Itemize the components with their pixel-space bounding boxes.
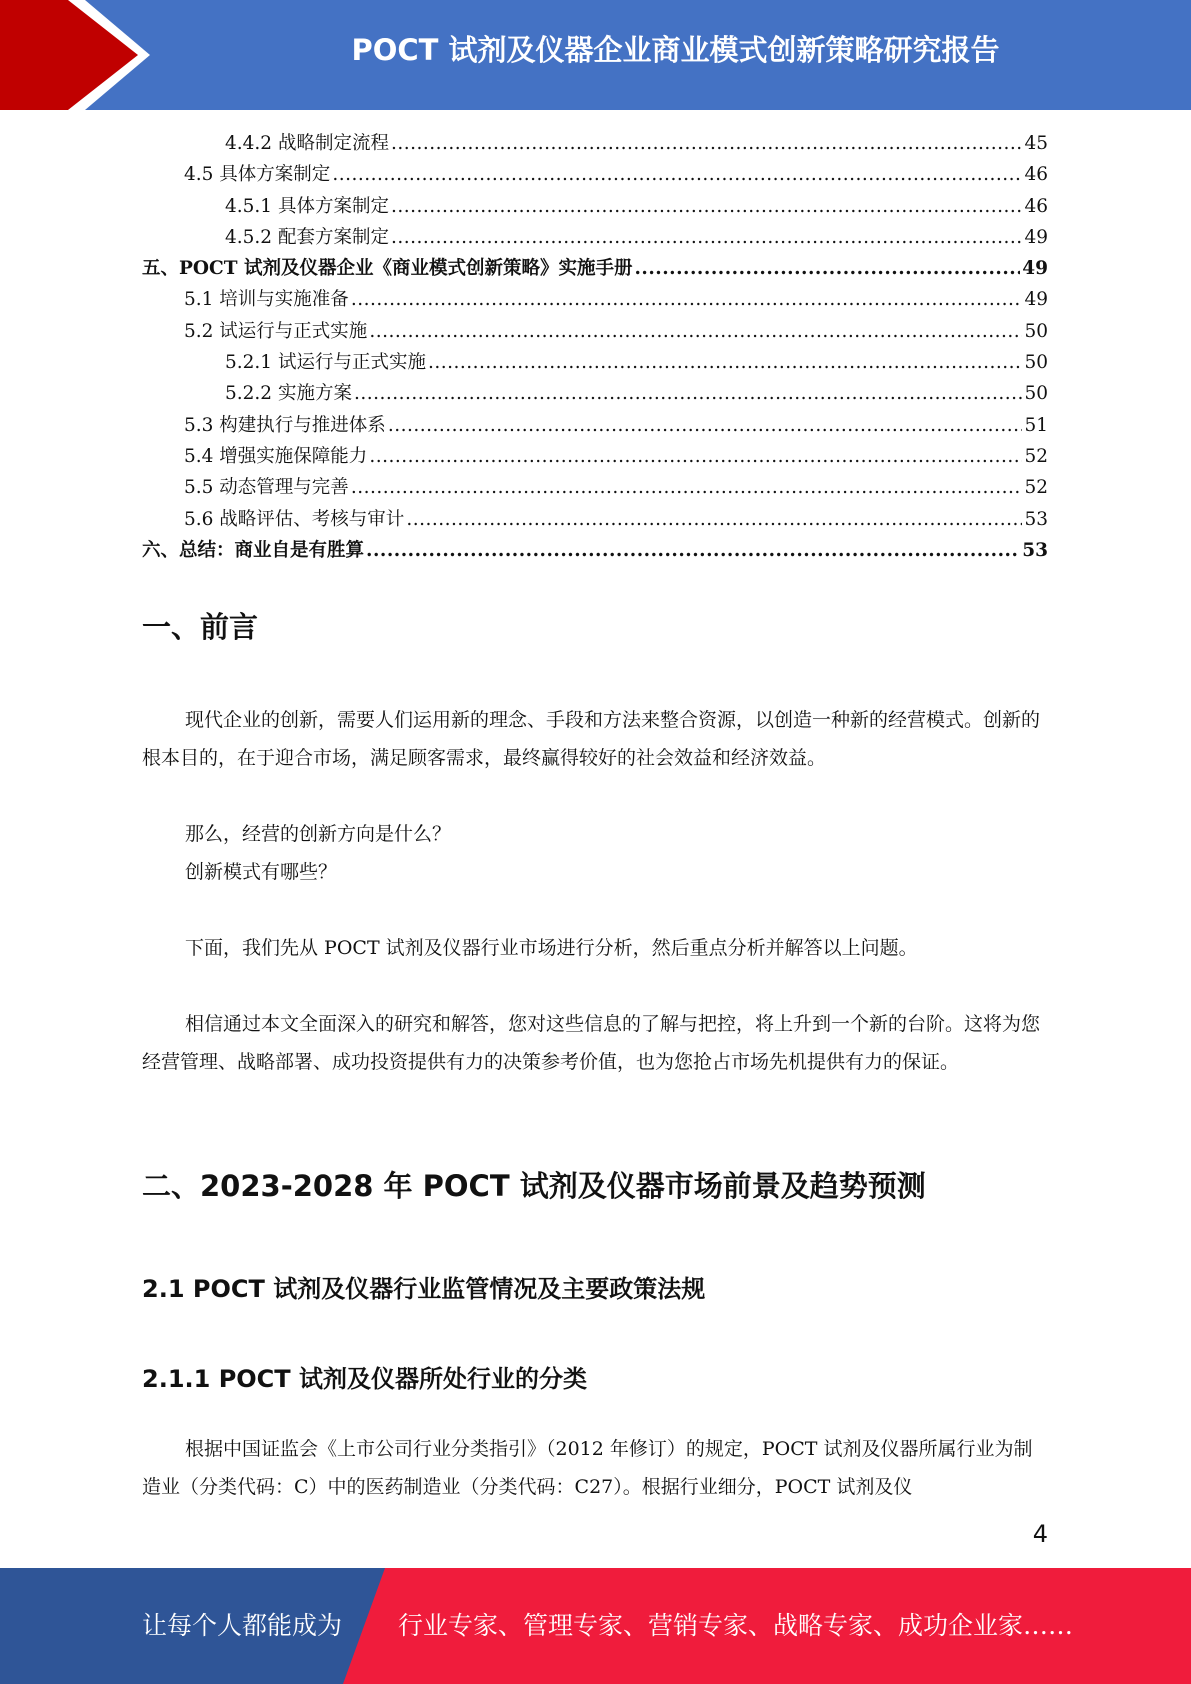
toc-entry-page: 46 bbox=[1024, 195, 1048, 217]
toc-leader-dots bbox=[634, 258, 1020, 279]
toc-entry-title: 五、POCT 试剂及仪器企业《商业模式创新策略》实施手册 bbox=[142, 258, 633, 280]
toc-entry-title: 5.2.2 实施方案 bbox=[225, 383, 352, 405]
toc-entry-title: 5.2 试运行与正式实施 bbox=[184, 320, 368, 342]
subsubsection-heading: 2.1.1 POCT 试剂及仪器所处行业的分类 bbox=[142, 1365, 588, 1393]
toc-leader-dots bbox=[406, 509, 1022, 530]
toc-entry[interactable] bbox=[142, 473, 1048, 504]
toc-entry-page: 53 bbox=[1022, 539, 1048, 561]
toc-entry-page: 49 bbox=[1024, 226, 1048, 248]
toc-entry[interactable] bbox=[142, 348, 1048, 379]
header-title: POCT 试剂及仪器企业商业模式创新策略研究报告 bbox=[351, 33, 1000, 67]
toc-leader-dots bbox=[332, 164, 1022, 185]
paragraph: 下面，我们先从 POCT 试剂及仪器行业市场进行分析，然后重点分析并解答以上问题。 bbox=[185, 937, 918, 959]
toc-entry[interactable] bbox=[142, 192, 1048, 223]
toc-entry[interactable] bbox=[142, 442, 1048, 473]
paragraph: 现代企业的创新，需要人们运用新的理念、手段和方法来整合资源，以创造一种新的经营模式。创新的根本目的，在于迎合市场，满足顾客需求，最终赢得较好的社会效益和经济效益。 bbox=[142, 709, 1041, 769]
toc-entry-page: 46 bbox=[1024, 164, 1048, 186]
toc-entry-page: 49 bbox=[1022, 258, 1048, 280]
toc-entry-title: 4.4.2 战略制定流程 bbox=[225, 133, 389, 154]
footer-slogan-left: 让每个人都能成为 bbox=[142, 1611, 343, 1640]
toc-entry-page: 49 bbox=[1024, 289, 1048, 311]
toc-entry-title: 5.1 培训与实施准备 bbox=[184, 289, 349, 311]
toc-entry[interactable] bbox=[142, 317, 1048, 348]
page-number: 4 bbox=[1032, 1520, 1048, 1548]
question-line: 创新模式有哪些？ bbox=[185, 861, 338, 883]
toc-entry[interactable] bbox=[142, 160, 1048, 191]
table-of-contents bbox=[142, 129, 1048, 567]
toc-entry-title: 六、总结：商业自是有胜算 bbox=[142, 539, 365, 561]
toc-leader-dots bbox=[388, 415, 1023, 436]
subsection-heading: 2.1 POCT 试剂及仪器行业监管情况及主要政策法规 bbox=[142, 1275, 706, 1303]
toc-leader-dots bbox=[369, 446, 1022, 467]
toc-entry-page: 51 bbox=[1024, 414, 1048, 436]
toc-entry[interactable] bbox=[142, 223, 1048, 254]
section-heading-forecast: 二、2023-2028 年 POCT 试剂及仪器市场前景及趋势预测 bbox=[142, 1169, 926, 1203]
header-chevron bbox=[0, 0, 138, 110]
toc-entry-page: 50 bbox=[1024, 383, 1048, 405]
toc-entry-page: 50 bbox=[1024, 320, 1048, 342]
page-header bbox=[0, 0, 1191, 110]
toc-entry[interactable] bbox=[142, 254, 1048, 285]
toc-leader-dots bbox=[351, 477, 1023, 498]
toc-entry-title: 5.2.1 试运行与正式实施 bbox=[225, 352, 426, 374]
section-heading-preface: 一、前言 bbox=[142, 610, 259, 644]
toc-entry-page: 52 bbox=[1024, 445, 1048, 467]
toc-entry-title: 4.5 具体方案制定 bbox=[184, 164, 331, 186]
paragraph: 相信通过本文全面深入的研究和解答，您对这些信息的了解与把控，将上升到一个新的台阶。这将为您经营管理、战略部署、成功投资提供有力的决策参考价值，也为您抢占市场先机提供有力的保证。 bbox=[142, 1013, 1041, 1073]
toc-entry[interactable] bbox=[142, 411, 1048, 442]
paragraph: 根据中国证监会《上市公司行业分类指引》（2012 年修订）的规定，POCT 试剂及仪器所属行业为制造业（分类代码：C）中的医药制造业（分类代码：C27）。根据行业细分，POCT 试剂及仪 bbox=[142, 1438, 1033, 1498]
toc-entry[interactable] bbox=[142, 285, 1048, 316]
toc-leader-dots bbox=[391, 196, 1022, 217]
toc-entry[interactable] bbox=[142, 505, 1048, 536]
toc-entry[interactable] bbox=[142, 129, 1048, 160]
toc-entry[interactable] bbox=[142, 379, 1048, 410]
toc-entry-page: 52 bbox=[1024, 477, 1048, 499]
toc-entry-title: 5.3 构建执行与推进体系 bbox=[184, 414, 386, 436]
toc-entry-page: 50 bbox=[1024, 352, 1048, 374]
toc-leader-dots bbox=[391, 133, 1022, 154]
page-footer bbox=[0, 1568, 1191, 1684]
toc-entry[interactable] bbox=[142, 536, 1048, 567]
question-line: 那么，经营的创新方向是什么？ bbox=[185, 823, 452, 845]
toc-entry-page: 45 bbox=[1024, 133, 1048, 154]
footer-slogan-right: 行业专家、管理专家、营销专家、战略专家、成功企业家…… bbox=[398, 1611, 1074, 1640]
toc-entry-title: 5.6 战略评估、考核与审计 bbox=[184, 508, 405, 530]
toc-leader-dots bbox=[428, 352, 1022, 373]
toc-entry-page: 53 bbox=[1024, 508, 1048, 530]
toc-leader-dots bbox=[366, 540, 1020, 561]
toc-entry-title: 4.5.1 具体方案制定 bbox=[225, 195, 389, 217]
toc-leader-dots bbox=[391, 227, 1022, 248]
toc-leader-dots bbox=[369, 321, 1022, 342]
toc-entry-title: 4.5.2 配套方案制定 bbox=[225, 226, 389, 248]
toc-leader-dots bbox=[354, 383, 1023, 404]
toc-leader-dots bbox=[351, 289, 1023, 310]
toc-entry-title: 5.5 动态管理与完善 bbox=[184, 477, 349, 499]
toc-entry-title: 5.4 增强实施保障能力 bbox=[184, 445, 368, 467]
